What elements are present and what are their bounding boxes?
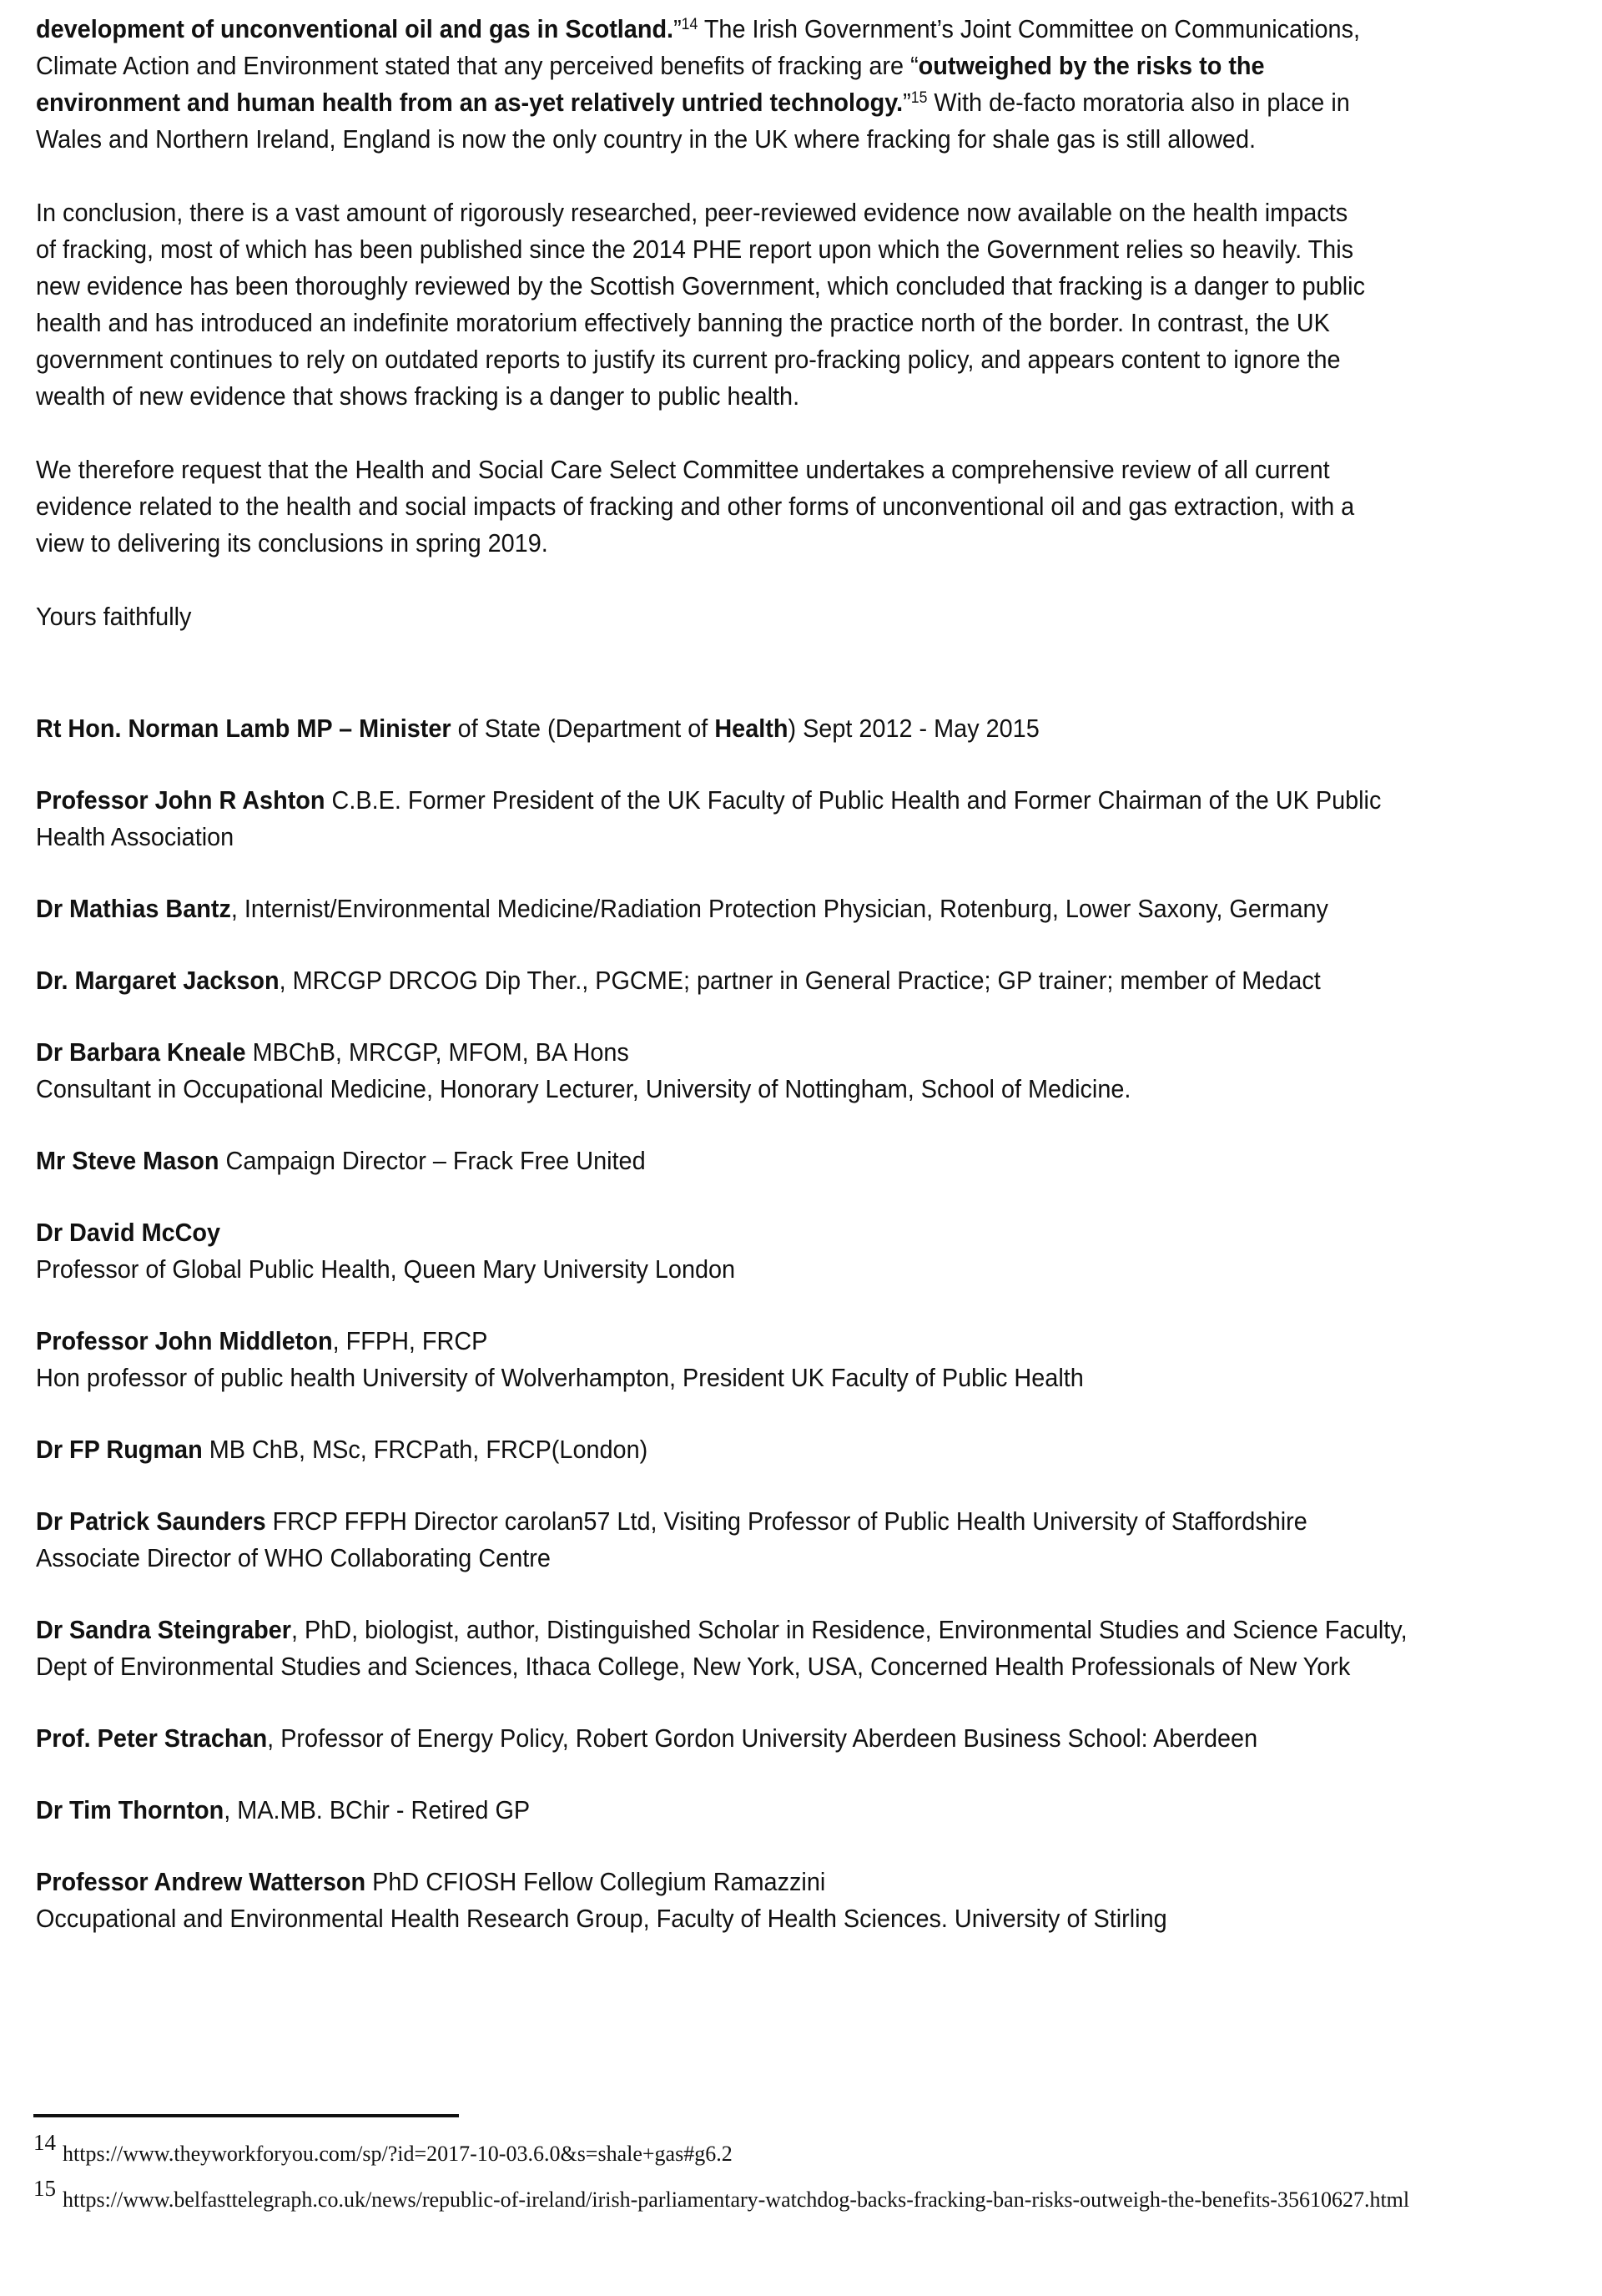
bold-text-segment: Dr Tim Thornton (36, 1795, 224, 1824)
text-segment: view to delivering its conclusions in spring 2019. (36, 528, 548, 558)
signatories (36, 710, 1566, 1937)
signatory-andrew-watterson (36, 1864, 1566, 1937)
paragraph-line (36, 194, 1566, 231)
text-segment: PhD CFIOSH Fellow Collegium Ramazzini (365, 1867, 826, 1896)
bold-text-segment: Mr Steve Mason (36, 1146, 219, 1175)
bold-text-segment: Dr David McCoy (36, 1218, 221, 1247)
text-segment: ” (903, 88, 911, 117)
text-segment: new evidence has been thoroughly reviewed by the Scottish Government, which concluded that fracking is a danger to public (36, 271, 1366, 300)
signatory-line (36, 710, 1566, 747)
paragraph-line (36, 121, 1566, 158)
signatory-line (36, 1323, 1566, 1360)
footnote-separator (33, 2114, 459, 2117)
paragraph-line (36, 305, 1566, 341)
body-paragraphs (36, 11, 1566, 635)
signatory-patrick-saunders (36, 1503, 1566, 1577)
footnote-reference: 15 (910, 89, 928, 107)
signatory-line (36, 1214, 1566, 1251)
signatory-line (36, 1648, 1566, 1685)
paragraph-line (36, 598, 1566, 635)
bold-text-segment: development of unconventional oil and gas in Scotland. (36, 14, 674, 43)
signatory-line (36, 1720, 1566, 1757)
footnote-list (33, 2129, 1573, 2213)
text-segment: Health Association (36, 822, 234, 851)
text-segment: Campaign Director – Frack Free United (219, 1146, 646, 1175)
text-segment: ) Sept 2012 - May 2015 (788, 714, 1040, 743)
text-segment: , Professor of Energy Policy, Robert Gordon University Aberdeen Business School: Aberdeen (267, 1723, 1258, 1753)
signatory-line (36, 782, 1566, 819)
text-segment: , MRCGP DRCOG Dip Ther., PGCME; partner in General Practice; GP trainer; member of Medact (279, 966, 1321, 995)
signatory-line (36, 1071, 1566, 1108)
text-segment: Wales and Northern Ireland, England is now the only country in the UK where fracking for shale gas is still allowed. (36, 124, 1257, 154)
text-segment: FRCP FFPH Director carolan57 Ltd, Visiting Professor of Public Health University of Staffordshire (265, 1506, 1307, 1536)
text-segment: health and has introduced an indefinite moratorium effectively banning the practice north of the border. In contrast, the UK (36, 308, 1330, 337)
footnote-reference: 14 (681, 16, 698, 33)
paragraph-line (36, 268, 1566, 305)
bold-text-segment: Dr Sandra Steingraber (36, 1615, 292, 1644)
signatory-line (36, 1503, 1566, 1540)
text-segment: , Internist/Environmental Medicine/Radiation Protection Physician, Rotenburg, Lower Saxony, Germany (230, 894, 1328, 923)
text-segment: government continues to rely on outdated reports to justify its current pro-fracking policy, and appears content to ignore the (36, 345, 1341, 374)
footnote-number: 15 (33, 2176, 56, 2201)
paragraph-line (36, 525, 1566, 562)
signatory-line (36, 1251, 1566, 1288)
bold-text-segment: Health (714, 714, 788, 743)
footnote-item (33, 2129, 1573, 2167)
bold-text-segment: Professor John R Ashton (36, 785, 325, 815)
bold-text-segment: Dr. Margaret Jackson (36, 966, 280, 995)
signatory-line (36, 1864, 1566, 1900)
text-segment: of State (Department of (451, 714, 715, 743)
paragraph-request (36, 452, 1566, 562)
signatory-line (36, 1792, 1566, 1829)
text-segment: Occupational and Environmental Health Research Group, Faculty of Health Sciences. University of Stirling (36, 1904, 1167, 1933)
paragraph-scotland-ireland (36, 11, 1566, 158)
text-segment: We therefore request that the Health and Social Care Select Committee undertakes a comprehensive review of all current (36, 455, 1330, 484)
text-segment: of fracking, most of which has been published since the 2014 PHE report upon which the Government relies so heavily. This (36, 235, 1354, 264)
signatory-line (36, 1612, 1566, 1648)
text-segment: In conclusion, there is a vast amount of rigorously researched, peer-reviewed evidence now available on the health impacts (36, 198, 1348, 227)
signatory-peter-strachan (36, 1720, 1566, 1757)
signatory-line (36, 891, 1566, 927)
bold-text-segment: outweighed by the risks to the (918, 51, 1265, 80)
text-segment: , FFPH, FRCP (332, 1326, 488, 1355)
bold-text-segment: environment and human health from an as-yet relatively untried technology. (36, 88, 904, 117)
bold-text-segment: Dr Barbara Kneale (36, 1037, 246, 1067)
text-segment: Hon professor of public health University of Wolverhampton, President UK Faculty of Public Health (36, 1363, 1084, 1392)
signatory-norman-lamb (36, 710, 1566, 747)
text-segment: MB ChB, MSc, FRCPath, FRCP(London) (202, 1435, 648, 1464)
bold-text-segment: Dr Patrick Saunders (36, 1506, 266, 1536)
footnote-item (33, 2175, 1573, 2213)
closing-yours-faithfully (36, 598, 1566, 635)
text-segment: Associate Director of WHO Collaborating Centre (36, 1543, 551, 1572)
paragraph-line (36, 341, 1566, 378)
text-segment: wealth of new evidence that shows fracking is a danger to public health. (36, 381, 800, 411)
text-segment: Climate Action and Environment stated that any perceived benefits of fracking are “ (36, 51, 919, 80)
signatory-david-mccoy (36, 1214, 1566, 1288)
text-segment: C.B.E. Former President of the UK Faculty of Public Health and Former Chairman of the UK Public (325, 785, 1382, 815)
signatory-line (36, 962, 1566, 999)
signatory-tim-thornton (36, 1792, 1566, 1829)
signatory-john-r-ashton (36, 782, 1566, 855)
text-segment: , MA.MB. BChir - Retired GP (224, 1795, 531, 1824)
signatory-margaret-jackson (36, 962, 1566, 999)
text-segment: evidence related to the health and social impacts of fracking and other forms of unconventional oil and gas extraction, with a (36, 492, 1355, 521)
text-segment: The Irish Government’s Joint Committee on Communications, (698, 14, 1361, 43)
paragraph-line (36, 488, 1566, 525)
signatory-line (36, 1900, 1566, 1937)
bold-text-segment: Professor Andrew Watterson (36, 1867, 366, 1896)
text-segment: Professor of Global Public Health, Queen Mary University London (36, 1254, 736, 1284)
paragraph-line (36, 11, 1566, 48)
bold-text-segment: Dr FP Rugman (36, 1435, 203, 1464)
text-segment: With de-facto moratoria also in place in (927, 88, 1350, 117)
paragraph-conclusion (36, 194, 1566, 415)
text-segment: MBChB, MRCGP, MFOM, BA Hons (245, 1037, 629, 1067)
footnote-url: https://www.belfasttelegraph.co.uk/news/republic-of-ireland/irish-parliamentary-watchdog-backs-fracking-ban-risks-outweigh-the-benefits-35610627.html (63, 2188, 1410, 2212)
signatory-sandra-steingraber (36, 1612, 1566, 1685)
signatory-line (36, 1143, 1566, 1179)
signatory-line (36, 1360, 1566, 1396)
paragraph-line (36, 231, 1566, 268)
signatory-line (36, 1540, 1566, 1577)
signatory-line (36, 1431, 1566, 1468)
signatory-mathias-bantz (36, 891, 1566, 927)
paragraph-line (36, 452, 1566, 488)
text-segment: Dept of Environmental Studies and Sciences, Ithaca College, New York, USA, Concerned Health Professionals of New York (36, 1652, 1351, 1681)
bold-text-segment: Dr Mathias Bantz (36, 894, 231, 923)
bold-text-segment: Professor John Middleton (36, 1326, 333, 1355)
signatory-barbara-kneale (36, 1034, 1566, 1108)
signatory-fp-rugman (36, 1431, 1566, 1468)
signatory-john-middleton (36, 1323, 1566, 1396)
text-segment: Consultant in Occupational Medicine, Honorary Lecturer, University of Nottingham, School of Medicine. (36, 1074, 1131, 1103)
text-segment: ” (673, 14, 682, 43)
signatory-steve-mason (36, 1143, 1566, 1179)
signatory-line (36, 1034, 1566, 1071)
footnote-number: 14 (33, 2130, 56, 2155)
bold-text-segment: Rt Hon. Norman Lamb MP – Minister (36, 714, 451, 743)
paragraph-line (36, 378, 1566, 415)
bold-text-segment: Prof. Peter Strachan (36, 1723, 268, 1753)
paragraph-line (36, 48, 1566, 84)
text-segment: , PhD, biologist, author, Distinguished Scholar in Residence, Environmental Studies and Science Faculty, (291, 1615, 1408, 1644)
text-segment: Yours faithfully (36, 602, 192, 631)
letter-body (36, 11, 1566, 1972)
signatory-line (36, 819, 1566, 855)
footnote-url: https://www.theyworkforyou.com/sp/?id=2017-10-03.6.0&s=shale+gas#g6.2 (63, 2142, 733, 2166)
paragraph-line (36, 84, 1566, 121)
footnotes-section (33, 2114, 1573, 2221)
